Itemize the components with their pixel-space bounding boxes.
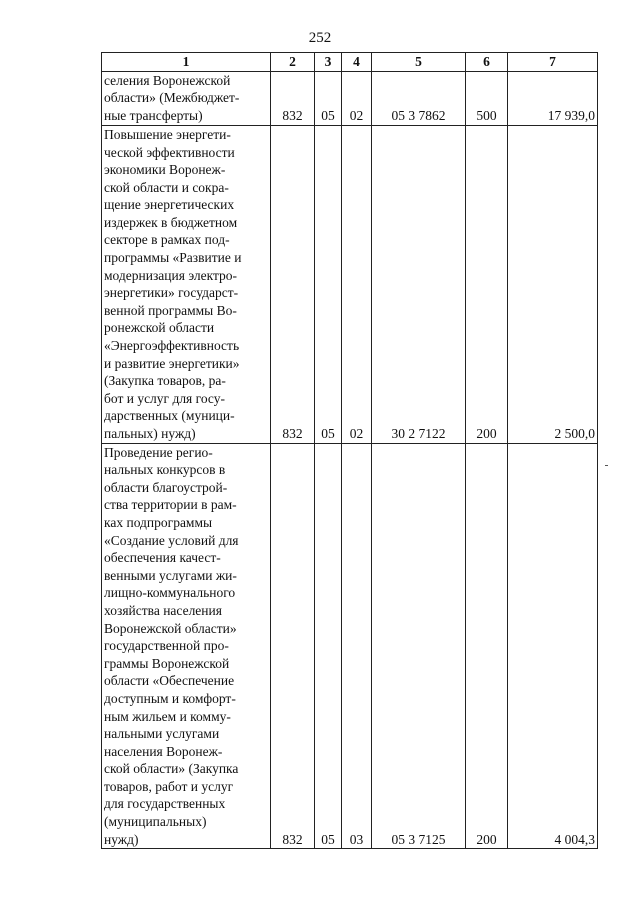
budget-table [101,52,598,849]
row-amount: 2 500,0 [508,125,598,443]
row-section-code: 05 [315,71,342,125]
margin-mark [605,465,608,466]
table-row [102,443,598,849]
row-section-code: 05 [315,125,342,443]
row-expense-type: 200 [466,443,508,849]
row-subsection-code: 02 [342,71,372,125]
row-ministry-code: 832 [271,71,315,125]
header-col-3: 3 [315,53,342,72]
header-col-4: 4 [342,53,372,72]
header-col-2: 2 [271,53,315,72]
row-ministry-code: 832 [271,125,315,443]
row-section-code: 05 [315,443,342,849]
row-ministry-code: 832 [271,443,315,849]
row-subsection-code: 02 [342,125,372,443]
header-col-1: 1 [102,53,271,72]
row-description: Проведение регио- нальных конкурсов в области благоустрой- ства территории в рам- ках подпрограммы «Создание условий для обеспечения качест- венными услугами жи- лищно-коммунального хозяйства населения Воронежской области» государственной про- граммы Воронежской области «Обеспечение доступным и комфорт- ным жильем и комму- нальными услугами населения Воронеж- ской области» (Закупка товаров, работ и услуг для государственных (муниципальных) нужд) [102,443,271,849]
page-number: 252 [308,30,332,46]
row-target-article: 05 3 7862 [372,71,466,125]
header-col-6: 6 [466,53,508,72]
header-col-5: 5 [372,53,466,72]
row-description: селения Воронежской области» (Межбюджет- ные трансферты) [102,71,271,125]
row-target-article: 30 2 7122 [372,125,466,443]
table-row [102,125,598,443]
row-amount: 17 939,0 [508,71,598,125]
row-amount: 4 004,3 [508,443,598,849]
header-col-7: 7 [508,53,598,72]
table-row [102,71,598,125]
row-subsection-code: 03 [342,443,372,849]
header-row [102,53,598,72]
row-expense-type: 200 [466,125,508,443]
row-expense-type: 500 [466,71,508,125]
row-description: Повышение энергети- ческой эффективности экономики Воронеж- ской области и сокра- щение энергетических издержек в бюджетном секторе в рамках под- программы «Развитие и модернизация электро- энергетики» государст- венной программы Во- ронежской области «Энергоэффективность и развитие энергетики» (Закупка товаров, ра- бот и услуг для госу- дарственных (муници- пальных) нужд) [102,125,271,443]
row-target-article: 05 3 7125 [372,443,466,849]
